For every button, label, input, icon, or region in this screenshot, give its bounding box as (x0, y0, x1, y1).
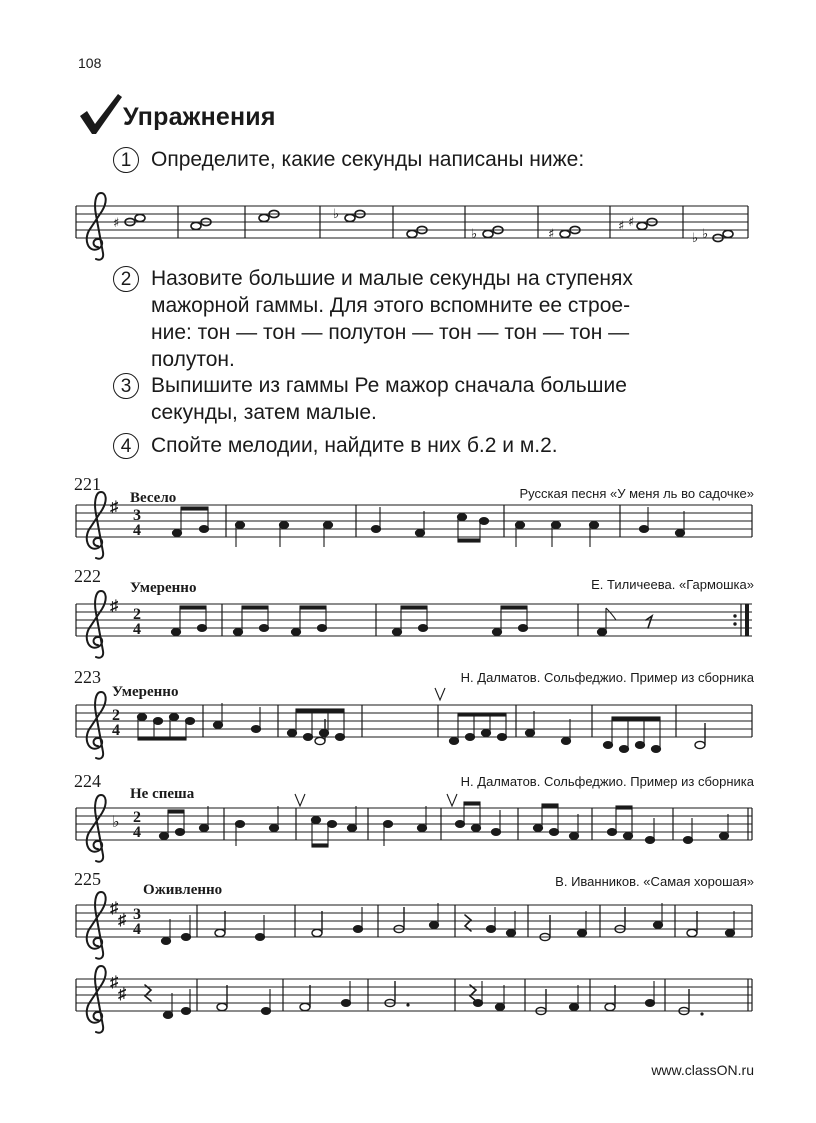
example-credit: Русская песня «У меня ль во садочке» (519, 486, 754, 501)
svg-text:♯: ♯ (110, 974, 118, 991)
example-credit: В. Иванников. «Самая хорошая» (555, 874, 754, 889)
task-text-line: мажорной гаммы. Для этого вспомните ее строе- (151, 294, 631, 317)
tempo-marking: Весело (130, 490, 177, 506)
svg-text:♭: ♭ (333, 207, 340, 222)
section-title: Упражнения (123, 103, 276, 131)
svg-text:4: 4 (133, 522, 141, 539)
example-credit: Н. Далматов. Сольфеджио. Пример из сборника (460, 670, 754, 685)
svg-text:♯: ♯ (118, 912, 126, 929)
tempo-marking: Оживленно (143, 882, 223, 898)
example-number: 222 (74, 566, 101, 586)
svg-text:♭: ♭ (692, 231, 699, 246)
svg-text:3: 3 (133, 507, 141, 524)
task-text: Определите, какие секунды написаны ниже: (151, 148, 585, 171)
svg-text:4: 4 (133, 921, 141, 938)
svg-text:♭: ♭ (702, 227, 709, 242)
svg-text:♯: ♯ (548, 227, 555, 242)
svg-text:♭: ♭ (112, 814, 120, 831)
svg-text:♯: ♯ (110, 499, 118, 516)
example-number: 225 (74, 869, 101, 889)
task-text: Спойте мелодии, найдите в них б.2 и м.2. (151, 434, 558, 457)
example-credit: Е. Тиличеева. «Гармошка» (591, 577, 754, 592)
svg-text:4: 4 (112, 722, 120, 739)
task-text-line: Назовите большие и малые секунды на ступенях (151, 267, 633, 290)
svg-text:3: 3 (133, 906, 141, 923)
task-number: 4 (113, 433, 139, 459)
svg-text:2: 2 (133, 606, 141, 623)
task-text-line: ние: тон — тон — полутон — тон — тон — тон — (151, 321, 630, 344)
task-text-line: полутон. (151, 348, 235, 371)
svg-text:♭: ♭ (471, 227, 478, 242)
task-text-line: Выпишите из гаммы Ре мажор сначала большие (151, 374, 627, 397)
example-number: 224 (74, 771, 101, 791)
svg-text:2: 2 (133, 809, 141, 826)
svg-text:2: 2 (112, 707, 120, 724)
example-number: 221 (74, 474, 101, 494)
tempo-marking: Умеренно (130, 580, 197, 596)
tempo-marking: Умеренно (112, 684, 179, 700)
tempo-marking: Не спеша (130, 786, 195, 802)
footer-url[interactable]: www.classON.ru (651, 1062, 754, 1078)
example-credit: Н. Далматов. Сольфеджио. Пример из сборника (460, 774, 754, 789)
svg-text:♯: ♯ (113, 216, 120, 231)
task-text-line: секунды, затем малые. (151, 401, 377, 424)
svg-text:♯: ♯ (618, 219, 625, 234)
svg-text:♯: ♯ (628, 215, 635, 230)
example-number: 223 (74, 667, 101, 687)
svg-text:4: 4 (133, 621, 141, 638)
page-number: 108 (78, 55, 102, 71)
task-number: 3 (113, 373, 139, 399)
task-number: 2 (113, 266, 139, 292)
svg-text:♯: ♯ (118, 986, 126, 1003)
svg-text:4: 4 (133, 824, 141, 841)
svg-text:♯: ♯ (110, 900, 118, 917)
svg-text:♯: ♯ (110, 598, 118, 615)
task-number: 1 (113, 147, 139, 173)
